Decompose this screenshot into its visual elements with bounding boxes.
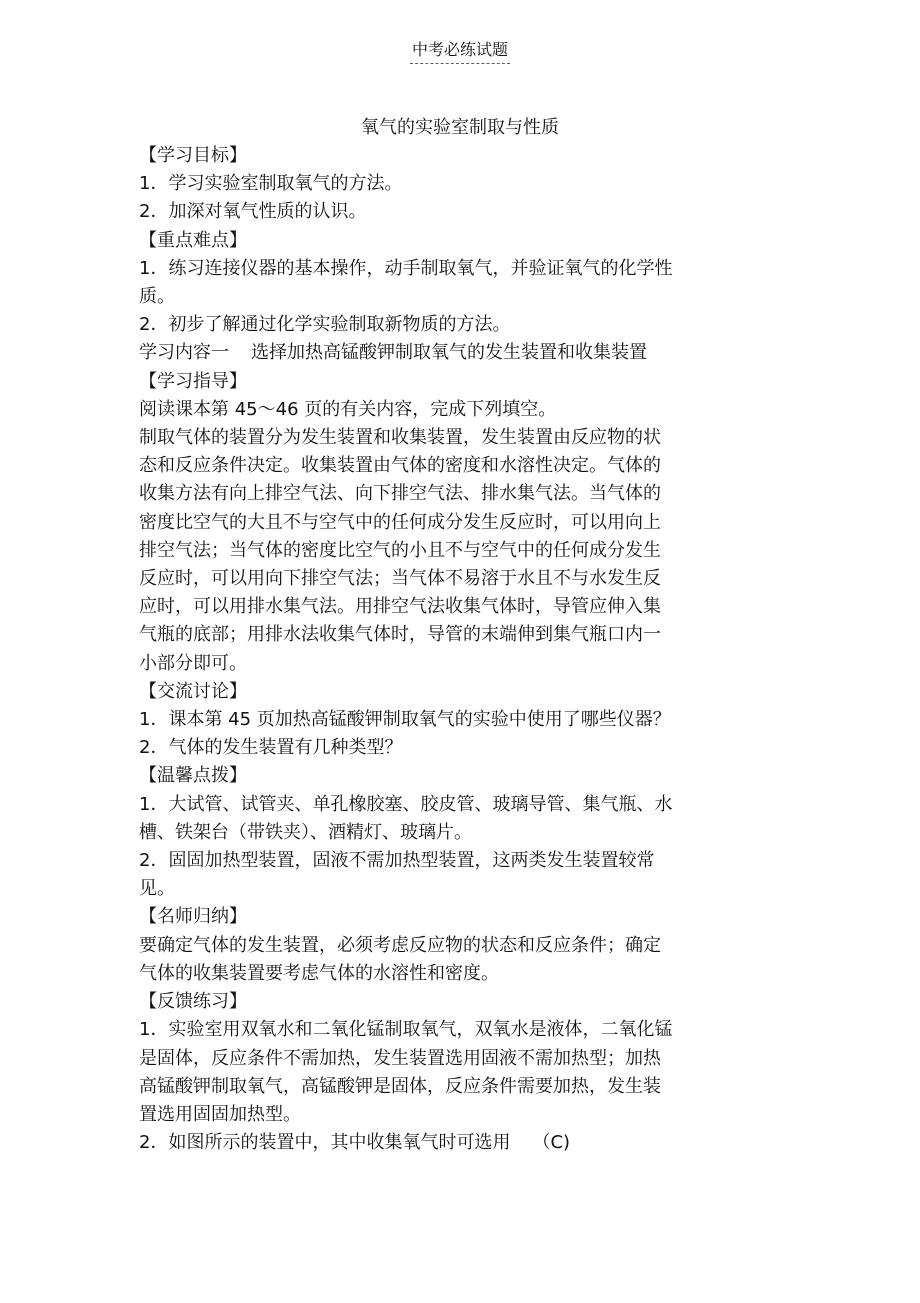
text-line: 制取气体的装置分为发生装置和收集装置，发生装置由反应物的状 [139, 427, 661, 449]
text-line: 要确定气体的发生装置，必须考虑反应物的状态和反应条件；确定 [139, 934, 661, 956]
text-line: 密度比空气的大且不与空气中的任何成分发生反应时，可以用向上 [139, 511, 661, 533]
answer-text: （C) [532, 1132, 571, 1154]
text-line: 收集方法有向上排空气法、向下排空气法、排水集气法。当气体的 [139, 483, 661, 505]
text-line: 2．固固加热型装置，固液不需加热型装置，这两类发生装置较常 [139, 850, 655, 872]
text-line: 高锰酸钾制取氧气，高锰酸钾是固体，反应条件需要加热，发生装 [139, 1075, 661, 1097]
text-line: 气瓶的底部；用排水法收集气体时，导管的末端伸到集气瓶口内一 [139, 624, 661, 646]
document-title: 氧气的实验室制取与性质 [361, 117, 559, 138]
section-heading: 【反馈练习】 [139, 991, 247, 1013]
text-line: 2．初步了解通过化学实验制取新物质的方法。 [139, 314, 511, 336]
text-line: 2．气体的发生装置有几种类型？ [139, 737, 403, 759]
page-header [0, 39, 920, 64]
text-line: 态和反应条件决定。收集装置由气体的密度和水溶性决定。气体的 [139, 455, 661, 477]
text-line: 1．练习连接仪器的基本操作，动手制取氧气，并验证氧气的化学性 [139, 257, 673, 279]
text-line: 1．学习实验室制取氧气的方法。 [139, 173, 403, 195]
learning-content-text: 选择加热高锰酸钾制取氧气的发生装置和收集装置 [251, 342, 647, 364]
learning-content-label: 学习内容一 [139, 342, 229, 364]
text-line: 1．课本第 45 页加热高锰酸钾制取氧气的实验中使用了哪些仪器？ [139, 709, 671, 731]
text-line: 应时，可以用排水集气法。用排空气法收集气体时，导管应伸入集 [139, 596, 661, 618]
text-line: 质。 [139, 286, 175, 308]
text-line: 1．大试管、试管夹、单孔橡胶塞、胶皮管、玻璃导管、集气瓶、水 [139, 793, 673, 815]
text-line: 置选用固固加热型。 [139, 1103, 301, 1125]
text-line: 2．加深对氧气性质的认识。 [139, 201, 367, 223]
text-line: 槽、铁架台（带铁夹）、酒精灯、玻璃片。 [139, 821, 472, 843]
text-line: 排空气法；当气体的密度比空气的小且不与空气中的任何成分发生 [139, 539, 661, 561]
text-line: 阅读课本第 45～46 页的有关内容，完成下列填空。 [139, 398, 557, 420]
section-heading: 【重点难点】 [139, 229, 247, 251]
text-line: 小部分即可。 [139, 652, 247, 674]
learning-content-line [139, 339, 739, 367]
text-line: 1．实验室用双氧水和二氧化锰制取氧气，双氧水是液体，二氧化锰 [139, 1019, 673, 1041]
question-line [139, 1129, 739, 1157]
document-body [139, 142, 739, 1157]
text-line: 反应时，可以用向下排空气法；当气体不易溶于水且不与水发生反 [139, 568, 661, 590]
section-heading: 【学习指导】 [139, 370, 247, 392]
question-text: 2．如图所示的装置中，其中收集氧气时可选用 [139, 1132, 511, 1154]
text-line: 见。 [139, 878, 175, 900]
section-heading: 【学习目标】 [139, 145, 247, 166]
section-heading: 【交流讨论】 [139, 680, 247, 702]
text-line: 气体的收集装置要考虑气体的水溶性和密度。 [139, 962, 499, 984]
text-line: 是固体，反应条件不需加热，发生装置选用固液不需加热型；加热 [139, 1047, 661, 1069]
header-title: 中考必练试题 [410, 39, 510, 64]
section-heading: 【温馨点拨】 [139, 765, 247, 787]
section-heading: 【名师归纳】 [139, 906, 247, 928]
